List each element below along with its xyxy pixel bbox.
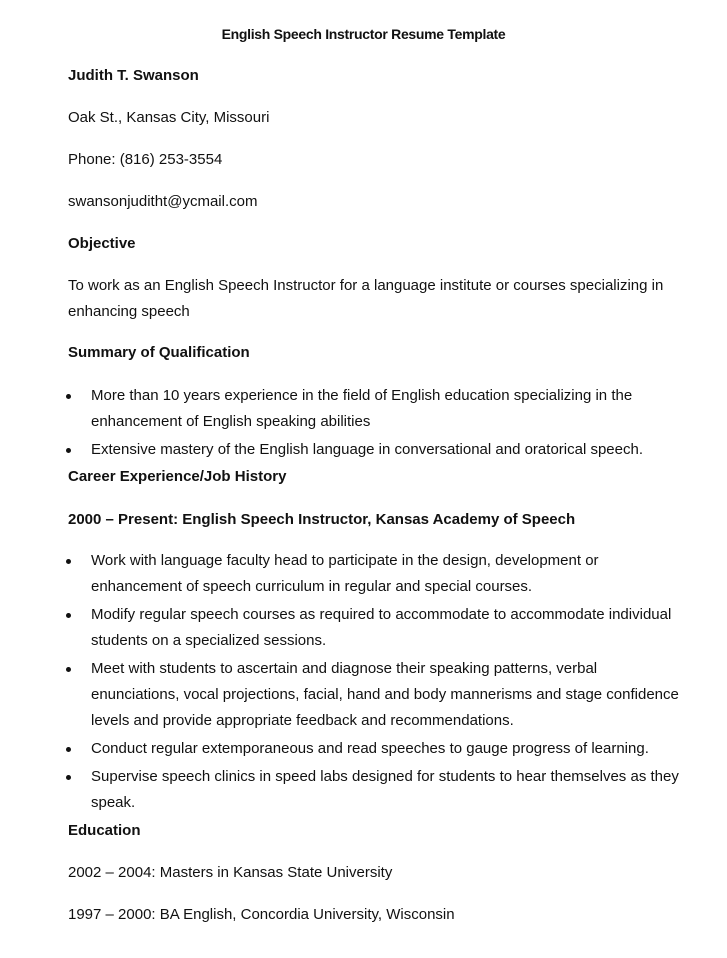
objective-text: To work as an English Speech Instructor for a language institute or courses specializing in enhancing speech — [68, 277, 664, 320]
address: Oak St., Kansas City, Missouri — [68, 109, 270, 126]
list-item: Extensive mastery of the English language in conversational and oratorical speech. — [58, 437, 683, 463]
summary-list — [58, 383, 683, 465]
document-title: English Speech Instructor Resume Template — [221, 26, 506, 42]
objective-heading: Objective — [68, 235, 136, 252]
education-entry: 2002 – 2004: Masters in Kansas State University — [68, 864, 393, 881]
list-item: More than 10 years experience in the field of English education specializing in the enhancement of English speaking abilities — [58, 383, 683, 435]
list-item: Supervise speech clinics in speed labs designed for students to hear themselves as they speak. — [58, 764, 683, 816]
summary-heading: Summary of Qualification — [68, 344, 250, 361]
job-position: 2000 – Present: English Speech Instructor, Kansas Academy of Speech — [68, 511, 576, 528]
career-heading: Career Experience/Job History — [68, 468, 287, 485]
email: swansonjuditht@ycmail.com — [68, 193, 258, 210]
career-list — [58, 548, 683, 818]
list-item: Modify regular speech courses as required to accommodate to accommodate individual students on a specialized sessions. — [58, 602, 683, 654]
candidate-name: Judith T. Swanson — [68, 67, 199, 84]
education-heading: Education — [68, 822, 141, 839]
list-item: Conduct regular extemporaneous and read speeches to gauge progress of learning. — [58, 736, 683, 762]
education-entry: 1997 – 2000: BA English, Concordia University, Wisconsin — [68, 906, 455, 923]
phone: Phone: (816) 253-3554 — [68, 151, 223, 168]
list-item: Meet with students to ascertain and diagnose their speaking patterns, verbal enunciations, vocal projections, facial, hand and body mannerisms and stage confidence levels and provide appropriate feedback and recommendations. — [58, 656, 683, 734]
list-item: Work with language faculty head to participate in the design, development or enhancement of speech curriculum in regular and special courses. — [58, 548, 683, 600]
